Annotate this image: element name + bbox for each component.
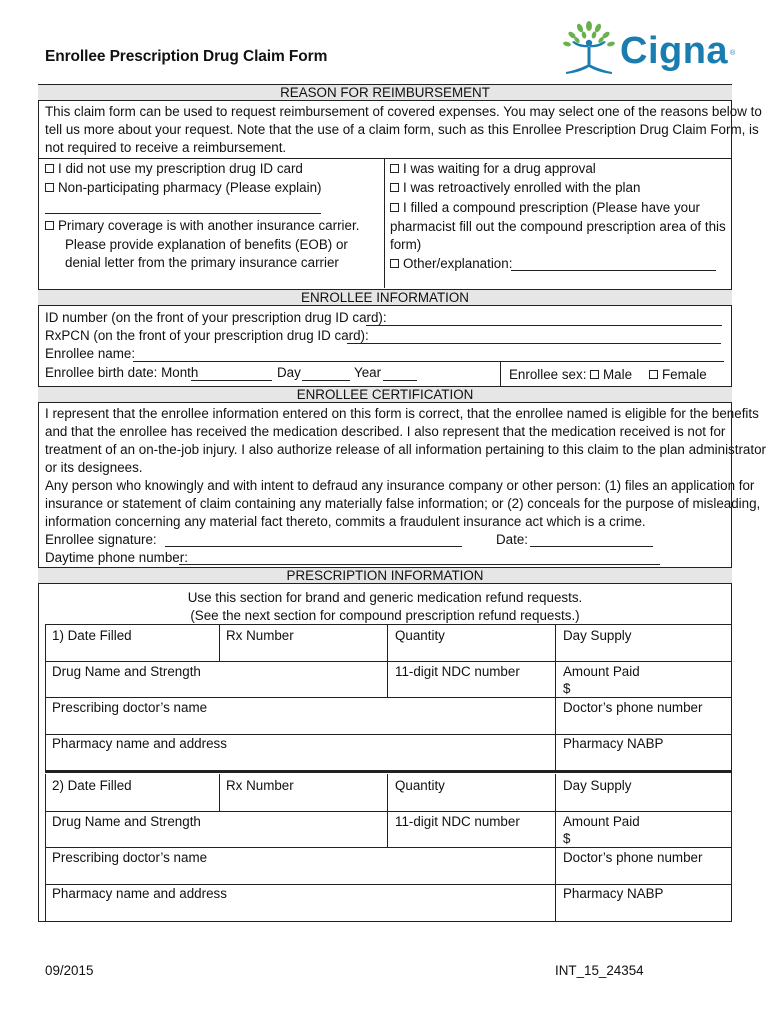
daytime-phone-field[interactable]	[179, 564, 660, 565]
section-header-reason: REASON FOR REIMBURSEMENT	[38, 84, 732, 101]
logo-wordmark: Cigna	[620, 30, 729, 72]
block-separator	[45, 770, 731, 773]
quantity-2[interactable]: Quantity	[395, 778, 445, 793]
rxpcn-field[interactable]	[347, 343, 721, 344]
certification-line-3: treatment of an on-the-job injury. I also authorize release of all information pertaining to this claim to the plan administrator	[45, 442, 766, 457]
rx-number-2[interactable]: Rx Number	[226, 778, 294, 793]
column-divider	[384, 158, 385, 288]
fraud-line-2: insurance or statement of claim containing any materially false information; or (2) conceals for the purpose of misleading,	[45, 496, 761, 511]
enrollee-name-field[interactable]	[133, 361, 724, 362]
signature-date-label: Date:	[496, 532, 529, 547]
enrollee-sex-label: Enrollee sex:	[509, 367, 587, 382]
section-header-prescription: PRESCRIPTION INFORMATION	[38, 567, 732, 584]
option-primary-coverage[interactable]: Primary coverage is with another insurance carrier.	[45, 217, 359, 235]
option-non-participating[interactable]: Non-participating pharmacy (Please explain)	[45, 179, 321, 197]
checkbox[interactable]	[390, 164, 399, 173]
pharmacy-name-1[interactable]: Pharmacy name and address	[52, 736, 227, 751]
day-supply-1[interactable]: Day Supply	[563, 628, 632, 643]
explain-line[interactable]	[45, 213, 321, 214]
primary-coverage-note-2: denial letter from the primary insurance carrier	[65, 255, 339, 270]
enrollee-name-label: Enrollee name:	[45, 346, 136, 361]
signature-date-field[interactable]	[530, 546, 653, 547]
rx-number-1[interactable]: Rx Number	[226, 628, 294, 643]
compound-note-2: form)	[390, 237, 422, 252]
doctor-name-2[interactable]: Prescribing doctor’s name	[52, 850, 208, 865]
checkbox[interactable]	[390, 183, 399, 192]
cigna-logo	[558, 18, 738, 82]
sex-cell-divider	[500, 362, 501, 386]
certification-line-2: and that the enrollee has received the medication described. I also represent that the medication received is not for	[45, 424, 726, 439]
section-header-enrollee-info: ENROLLEE INFORMATION	[38, 289, 732, 306]
daytime-phone-label: Daytime phone number:	[45, 550, 188, 565]
divider	[38, 158, 732, 159]
pharmacy-nabp-1[interactable]: Pharmacy NABP	[563, 736, 664, 751]
drug-name-1[interactable]: Drug Name and Strength	[52, 664, 201, 679]
option-no-id-card[interactable]: I did not use my prescription drug ID card	[45, 160, 303, 178]
compound-note-1: pharmacist fill out the compound prescription area of this	[390, 219, 726, 234]
footer-form-id: INT_15_24354	[555, 963, 644, 978]
date-filled-2[interactable]: 2) Date Filled	[52, 778, 132, 793]
section-header-certification: ENROLLEE CERTIFICATION	[38, 386, 732, 403]
registered-mark: ®	[730, 50, 736, 57]
quantity-1[interactable]: Quantity	[395, 628, 445, 643]
amount-paid-2[interactable]: Amount Paid	[563, 814, 640, 829]
option-other[interactable]: Other/explanation:	[390, 255, 512, 273]
sex-male-option[interactable]: Male	[590, 366, 632, 384]
amount-dollar-1: $	[563, 681, 571, 696]
prescription-note-2: (See the next section for compound prescription refund requests.)	[190, 608, 580, 623]
amount-paid-1[interactable]: Amount Paid	[563, 664, 640, 679]
sex-female-option[interactable]: Female	[649, 366, 707, 384]
reason-intro-line-1: This claim form can be used to request reimbursement of covered expenses. You may select one of the reasons below to	[45, 104, 762, 119]
page-title: Enrollee Prescription Drug Claim Form	[45, 48, 328, 65]
pharmacy-nabp-2[interactable]: Pharmacy NABP	[563, 886, 664, 901]
ndc-number-1[interactable]: 11-digit NDC number	[395, 664, 520, 679]
day-supply-2[interactable]: Day Supply	[563, 778, 632, 793]
pharmacy-name-2[interactable]: Pharmacy name and address	[52, 886, 227, 901]
doctor-name-1[interactable]: Prescribing doctor’s name	[52, 700, 208, 715]
id-number-label: ID number (on the front of your prescription drug ID card):	[45, 310, 387, 325]
checkbox[interactable]	[45, 221, 54, 230]
option-compound[interactable]: I filled a compound prescription (Please have your	[390, 199, 700, 217]
reason-intro-line-3: not required to receive a reimbursement.	[45, 140, 287, 155]
doctor-phone-2[interactable]: Doctor’s phone number	[563, 850, 703, 865]
doctor-phone-1[interactable]: Doctor’s phone number	[563, 700, 703, 715]
birth-month-field[interactable]	[191, 380, 272, 381]
other-explanation-line[interactable]	[511, 270, 716, 271]
checkbox[interactable]	[590, 370, 599, 379]
certification-line-4: or its designees.	[45, 460, 143, 475]
checkbox[interactable]	[390, 259, 399, 268]
drug-name-2[interactable]: Drug Name and Strength	[52, 814, 201, 829]
birth-year-label: Year	[354, 365, 382, 380]
date-filled-1[interactable]: 1) Date Filled	[52, 628, 132, 643]
birth-date-label: Enrollee birth date: Month	[45, 365, 199, 380]
tree-of-life-icon	[558, 18, 620, 82]
amount-dollar-2: $	[563, 831, 571, 846]
checkbox[interactable]	[649, 370, 658, 379]
reason-intro-line-2: tell us more about your request. Note that the use of a claim form, such as this Enrollee Prescription Drug Claim Form, is	[45, 122, 759, 137]
checkbox[interactable]	[45, 164, 54, 173]
signature-label: Enrollee signature:	[45, 532, 157, 547]
fraud-line-1: Any person who knowingly and with intent to defraud any insurance company or other person: (1) files an application for	[45, 478, 755, 493]
option-waiting-approval[interactable]: I was waiting for a drug approval	[390, 160, 596, 178]
prescription-note-1: Use this section for brand and generic medication refund requests.	[187, 590, 583, 605]
option-retroactive[interactable]: I was retroactively enrolled with the plan	[390, 179, 640, 197]
checkbox[interactable]	[390, 203, 399, 212]
primary-coverage-note-1: Please provide explanation of benefits (EOB) or	[65, 237, 348, 252]
birth-year-field[interactable]	[383, 380, 417, 381]
footer-date-code: 09/2015	[45, 963, 94, 978]
checkbox[interactable]	[45, 183, 54, 192]
signature-field[interactable]	[165, 546, 462, 547]
ndc-number-2[interactable]: 11-digit NDC number	[395, 814, 520, 829]
certification-line-1: I represent that the enrollee information entered on this form is correct, that the enrollee named is eligible for the benefits	[45, 406, 759, 421]
id-number-field[interactable]	[366, 325, 722, 326]
birth-day-label: Day	[277, 365, 301, 380]
rxpcn-label: RxPCN (on the front of your prescription drug ID card):	[45, 328, 369, 343]
birth-day-field[interactable]	[302, 380, 350, 381]
fraud-line-3: information concerning any material fact thereto, commits a fraudulent insurance act which is a crime.	[45, 514, 646, 529]
